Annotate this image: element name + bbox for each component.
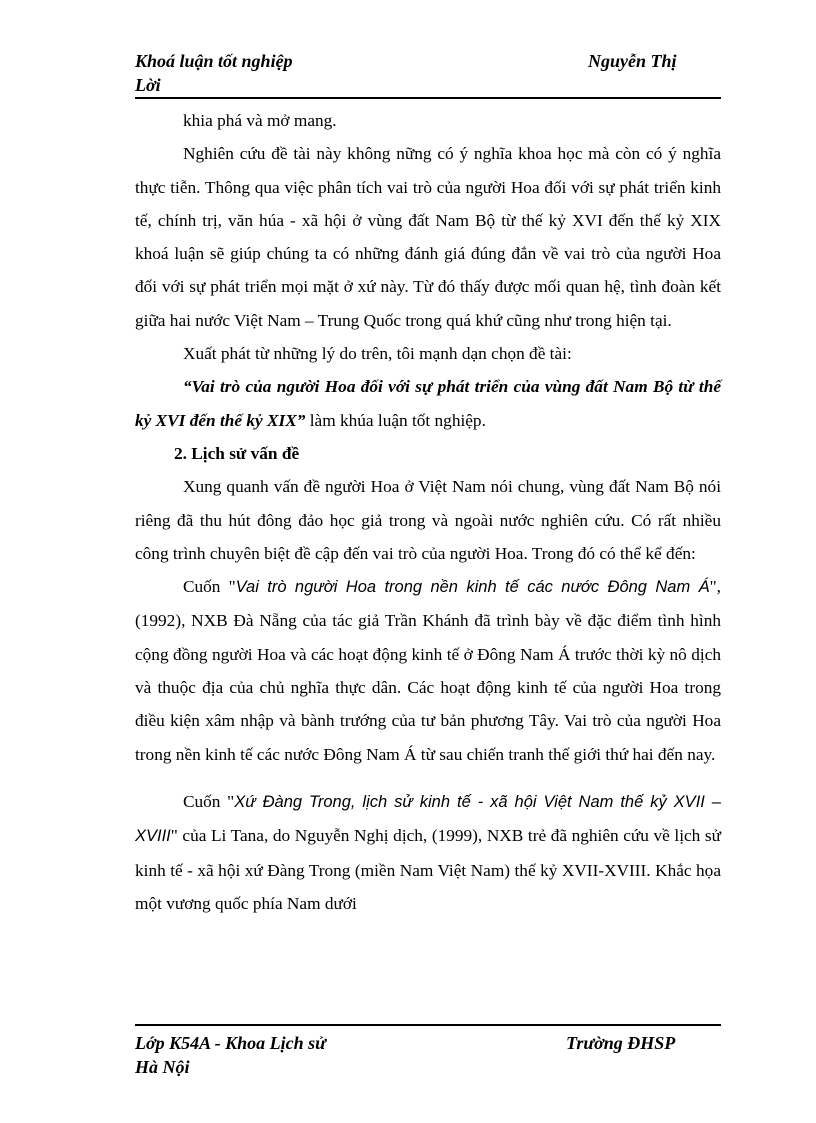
paragraph-text: " của Li Tana, do Nguyễn Nghị dịch, (1999), NXB trẻ đã nghiên cứu về lịch sử kinh tế - xã hội xứ Đàng Trong (miền Nam Việt Nam) thế kỷ XVII-XVIII. Khắc họa một vương quốc phía Nam dưới [135,826,721,913]
paragraph-text: Cuốn " [183,791,235,811]
header-rule [135,97,721,99]
footer-university: Trường ĐHSP [566,1033,676,1053]
document-body [135,104,721,920]
header-thesis-label-cont: Lời [135,75,161,95]
paragraph: Nghiên cứu đề tài này không nững có ý nghĩa khoa học mà còn có ý nghĩa thực tiễn. Thông qua việc phân tích vai trò của người Hoa đối với sự phát triển kinh tế, chính trị, văn húa - xã hội ở vùng đất Nam Bộ từ thế kỷ XVI đến thế kỷ XIX khoá luận sẽ giúp chúng ta có những đánh giá đúng đắn về vai trò của người Hoa đối với sự phát triển mọi mặt ở xứ này. Từ đó thấy được mối quan hệ, tình đoàn kết giữa hai nước Việt Nam – Trung Quốc trong quá khứ cũng như trong hiện tại. [135,144,721,330]
paragraph [135,370,721,437]
header-author-name: Nguyễn Thị [588,51,677,71]
paragraph [135,570,721,771]
footer-rule [135,1024,721,1026]
page-header [135,50,721,98]
paragraph-text: ", (1992), NXB Đà Nẵng của tác giả Trần Khánh đã trình bày về đặc điểm tình hình cộng đồng người Hoa và các hoạt động kinh tế ở Đông Nam Á trước thời kỳ nô dịch và thuộc địa của chủ nghĩa thực dân. Các hoạt động kinh tế của người Hoa trong điều kiện xâm nhập và bành trướng của tư bản phương Tây. Vai trò của người Hoa trong nền kinh tế các nước Đông Nam Á từ sau chiến tranh thế giới thứ hai đến nay. [135,577,721,764]
header-thesis-label: Khoá luận tốt nghiệp [135,51,293,71]
paragraph [135,785,721,920]
thesis-title: “Vai trò của người Hoa đối với sự phát triển của vùng đất Nam Bộ từ thế kỷ XVI đến thế kỷ XIX” [135,377,721,430]
book-title: Xứ Đàng Trong, lịch sử kinh tế - xã hội Việt Nam thế kỷ XVII – XVIII [135,792,721,846]
section-heading: 2. Lịch sử vấn đề [174,443,300,463]
book-title: Vai trò người Hoa trong nền kinh tế các nước Đông Nam Á [235,578,710,597]
paragraph: Xuất phát từ những lý do trên, tôi mạnh dạn chọn đề tài: [183,344,572,364]
page-footer [135,1024,721,1084]
paragraph-text: Cuốn " [183,577,236,597]
paragraph: khia phá và mở mang. [183,111,337,130]
paragraph: Xung quanh vấn đề người Hoa ở Việt Nam nói chung, vùng đất Nam Bộ nói riêng đã thu hút đông đảo học giả trong và ngoài nước nghiên cứu. Có rất nhiều công trình chuyên biệt đề cập đến vai trò của người Hoa. Trong đó có thể kể đến: [135,477,721,563]
footer-class-label: Lớp K54A - Khoa Lịch sử [135,1033,326,1053]
paragraph-text: làm khúa luận tốt nghiệp. [305,410,486,430]
paragraph-gap [135,771,721,785]
footer-class-label-cont: Hà Nội [135,1057,190,1077]
